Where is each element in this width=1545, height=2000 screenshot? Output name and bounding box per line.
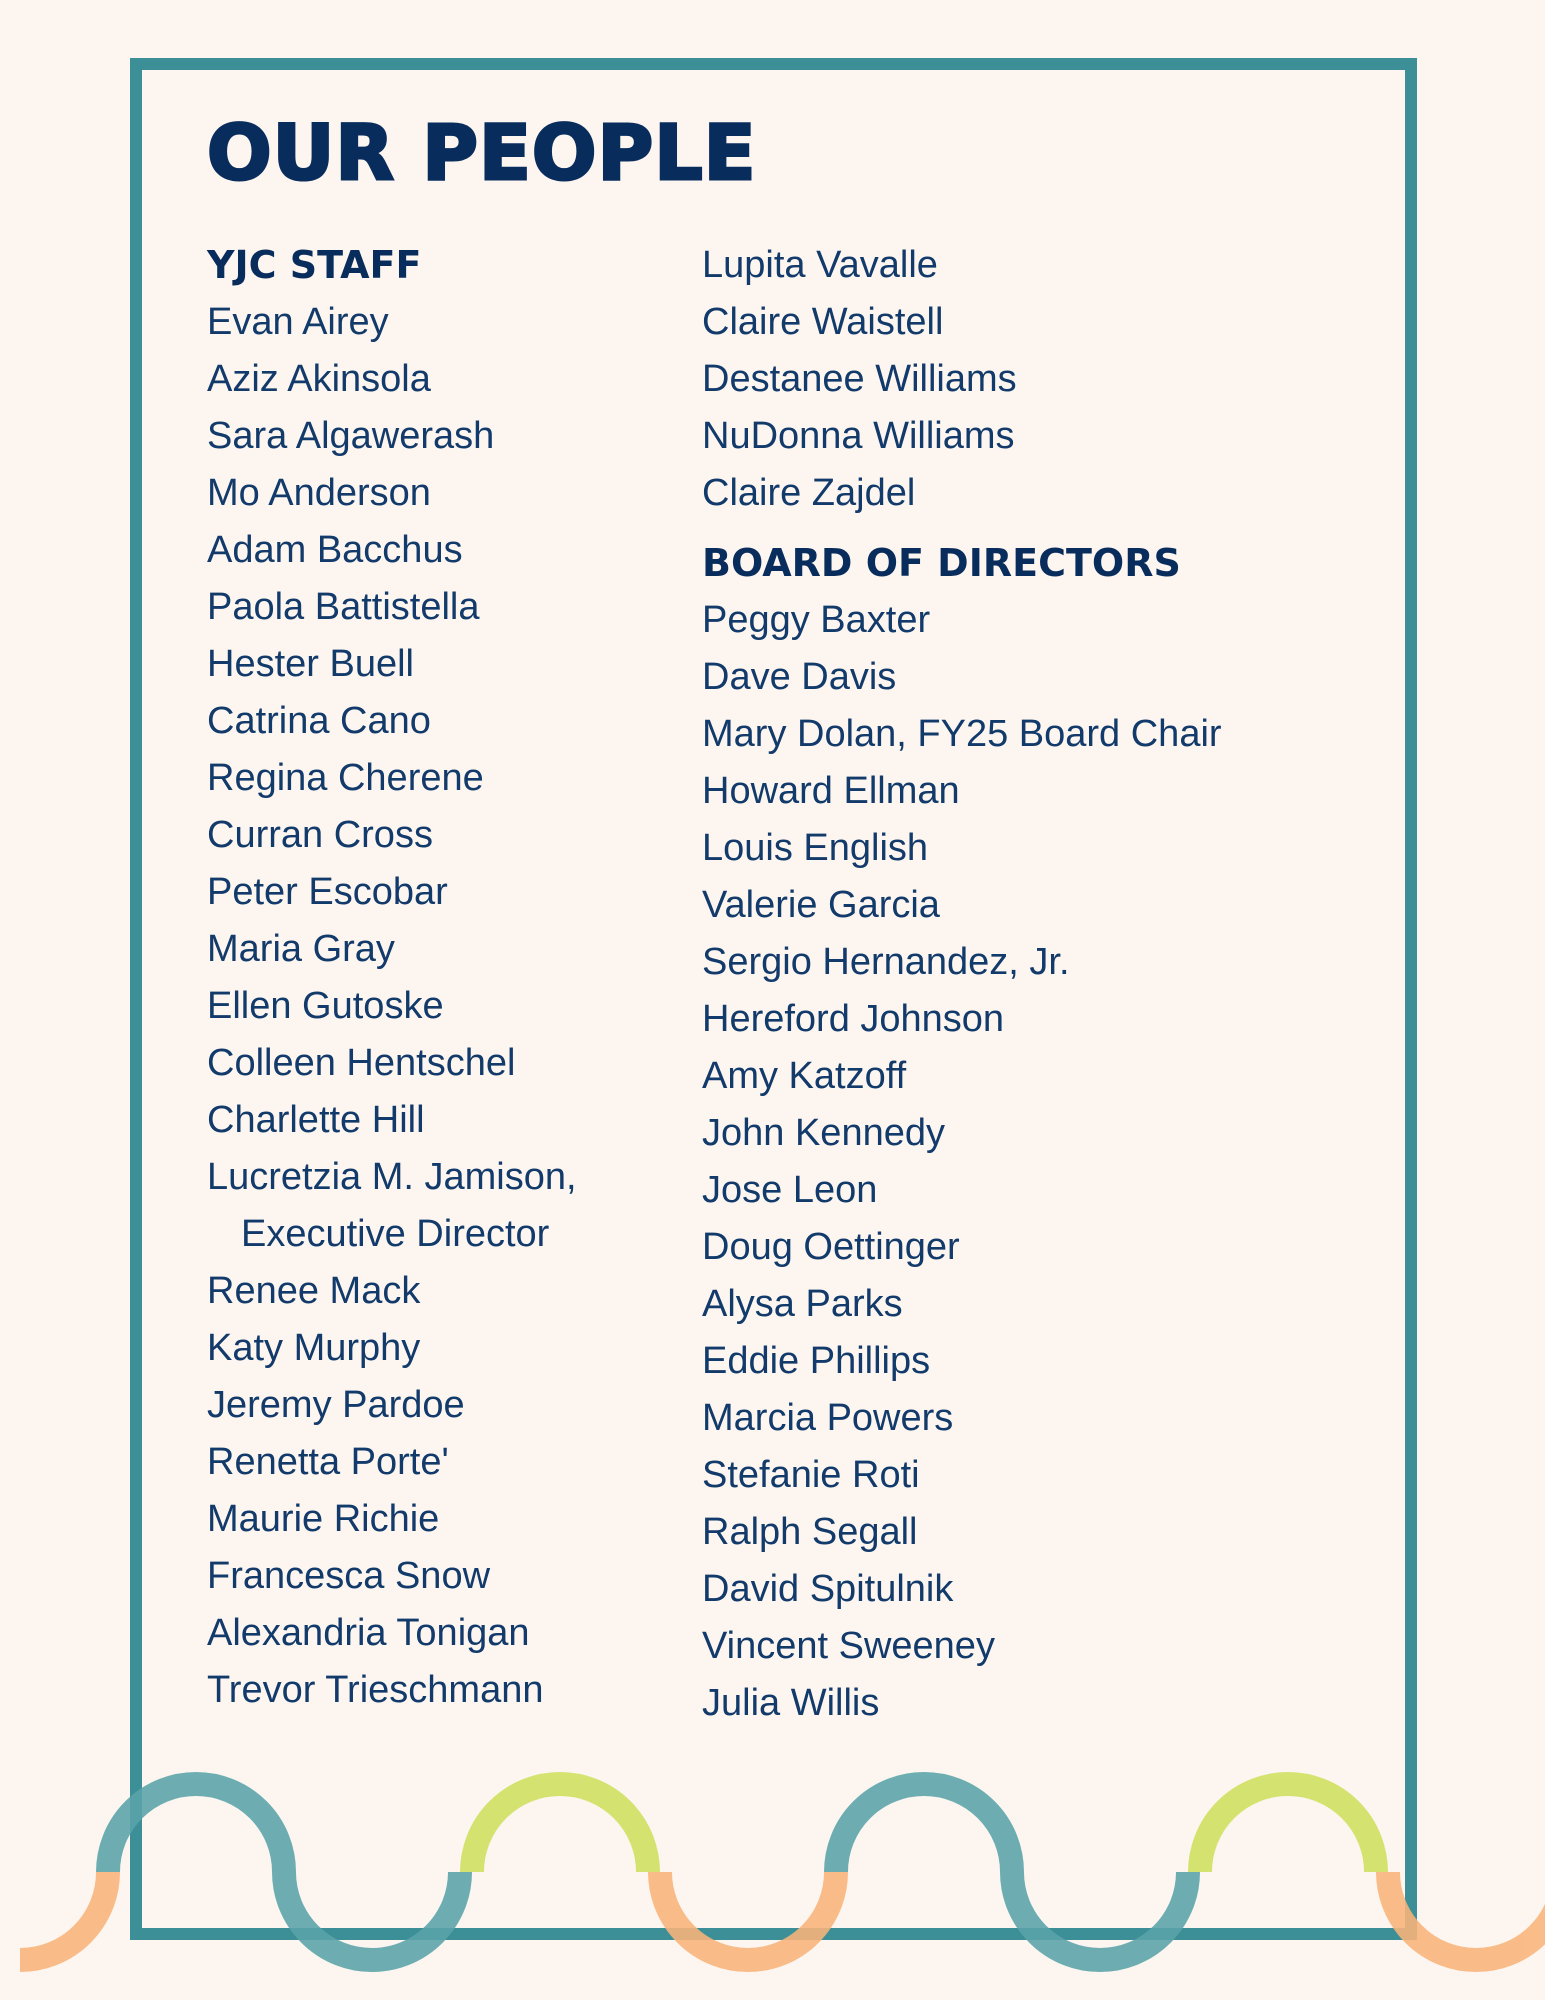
staff-member: Catrina Cano — [207, 700, 431, 742]
staff-member: Maurie Richie — [207, 1498, 440, 1540]
board-member: Doug Oettinger — [702, 1226, 960, 1268]
board-member: Ralph Segall — [702, 1511, 918, 1553]
board-member: Stefanie Roti — [702, 1454, 920, 1496]
staff-member: Mo Anderson — [207, 472, 431, 514]
staff-member: Ellen Gutoske — [207, 985, 444, 1027]
staff-member: Curran Cross — [207, 814, 433, 856]
staff-member: Aziz Akinsola — [207, 358, 431, 400]
wave-arc-teal-4 — [1012, 1872, 1188, 1960]
staff-member: Francesca Snow — [207, 1555, 491, 1597]
wave-arc-teal-2 — [284, 1872, 460, 1960]
wave-arc-teal-1 — [108, 1784, 284, 1872]
board-member: Sergio Hernandez, Jr. — [702, 941, 1070, 983]
board-member: Louis English — [702, 827, 929, 869]
wave-arc-lime-2 — [1200, 1784, 1376, 1872]
staff-member: Jeremy Pardoe — [207, 1384, 465, 1426]
staff-member: Claire Zajdel — [702, 472, 916, 514]
staff-member: Colleen Hentschel — [207, 1042, 516, 1084]
board-member: Howard Ellman — [702, 770, 960, 812]
board-member: Valerie Garcia — [702, 884, 940, 926]
board-member: Hereford Johnson — [702, 998, 1005, 1040]
staff-member: Sara Algawerash — [207, 415, 495, 457]
staff-member: Katy Murphy — [207, 1327, 421, 1369]
board-member: Jose Leon — [702, 1169, 878, 1211]
staff-member: Evan Airey — [207, 301, 389, 343]
board-member: Peggy Baxter — [702, 599, 931, 641]
wave-arc-orange-2 — [660, 1872, 836, 1960]
staff-member: Charlette Hill — [207, 1099, 425, 1141]
board-member: Amy Katzoff — [702, 1055, 907, 1097]
page-title: OUR PEOPLE — [207, 108, 757, 197]
staff-member: Lucretzia M. Jamison, — [207, 1156, 577, 1198]
board-heading: BOARD OF DIRECTORS — [702, 541, 1181, 585]
board-member: David Spitulnik — [702, 1568, 954, 1610]
wave-arc-orange-1 — [20, 1872, 108, 1960]
board-member: John Kennedy — [702, 1112, 945, 1154]
staff-member: NuDonna Williams — [702, 415, 1015, 457]
staff-heading: YJC STAFF — [207, 243, 422, 287]
board-member: Eddie Phillips — [702, 1340, 931, 1382]
board-member: Dave Davis — [702, 656, 897, 698]
staff-member: Alexandria Tonigan — [207, 1612, 530, 1654]
staff-member: Regina Cherene — [207, 757, 484, 799]
wave-arc-teal-3 — [836, 1784, 1012, 1872]
staff-member: Maria Gray — [207, 928, 395, 970]
board-member: Alysa Parks — [702, 1283, 903, 1325]
wave-arc-lime-1 — [472, 1784, 648, 1872]
wave-arc-orange-3 — [1388, 1872, 1545, 1960]
staff-member: Claire Waistell — [702, 301, 944, 343]
staff-member: Hester Buell — [207, 643, 414, 685]
staff-member: Adam Bacchus — [207, 529, 463, 571]
staff-member: Destanee Williams — [702, 358, 1017, 400]
staff-member: Renee Mack — [207, 1270, 421, 1312]
board-member: Mary Dolan, FY25 Board Chair — [702, 713, 1222, 755]
board-member: Vincent Sweeney — [702, 1625, 995, 1667]
staff-member-role: Executive Director — [241, 1213, 550, 1255]
staff-member: Renetta Porte' — [207, 1441, 449, 1483]
staff-member: Paola Battistella — [207, 586, 480, 628]
staff-member: Lupita Vavalle — [702, 244, 938, 286]
board-member: Marcia Powers — [702, 1397, 954, 1439]
staff-member: Trevor Trieschmann — [207, 1669, 544, 1711]
board-member: Julia Willis — [702, 1682, 880, 1724]
staff-member: Peter Escobar — [207, 871, 448, 913]
